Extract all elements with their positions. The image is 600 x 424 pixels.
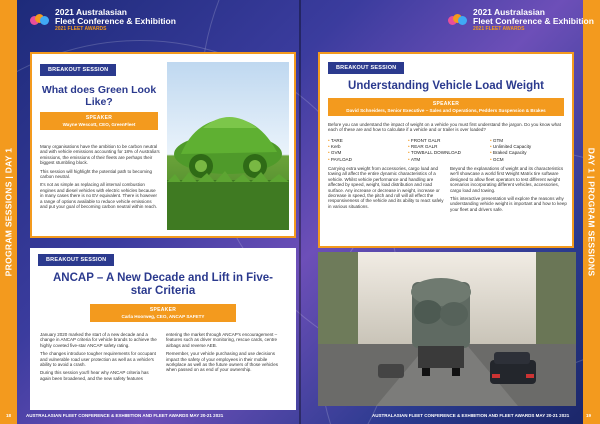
- left-sidebar-label: PROGRAM SESSIONS | DAY 1: [3, 147, 14, 277]
- conference-logo-icon: [30, 14, 50, 26]
- session-body: [40, 144, 160, 212]
- speaker-name: Carla Hoorweg, CEO, ANCAP SAFETY: [121, 314, 205, 319]
- body-paragraph: During this session you'll hear why ANCAP criteria has again been broadened, and the new safety features: [40, 370, 149, 381]
- list-item: • Kerb: [328, 144, 404, 150]
- list-item: • TOWBALL DOWNLOAD: [408, 150, 488, 156]
- session-tag: BREAKOUT SESSION: [38, 254, 114, 266]
- overloaded-truck-photo: [318, 252, 576, 406]
- session-load-weight-panel: [318, 52, 574, 248]
- conference-logo-icon: [448, 14, 468, 26]
- speaker-box: [90, 304, 236, 322]
- speaker-box: [328, 98, 564, 116]
- conference-subline: 2021 FLEET AWARDS: [55, 26, 107, 32]
- terms-list-col1: [328, 138, 404, 163]
- speaker-label: SPEAKER: [149, 307, 177, 313]
- session-title: What does Green Look Like?: [41, 84, 157, 109]
- page-gutter: [299, 0, 301, 424]
- body-paragraph: entering the market through ANCAP's encouragement – features such as driver monitoring, rescue cards, centre airbags and reverse AEB.: [166, 332, 278, 348]
- body-paragraph: January 2020 marked the start of a new decade and a change in ANCAP criteria for vehicle brands to achieve the highly coveted five-star ANCAP safety rating.: [40, 332, 157, 348]
- list-item: • FRONT GALR: [408, 138, 488, 144]
- session-body-col2: [166, 332, 286, 376]
- body-paragraph: Beyond the explanations of weight and its characteristics we'll showcase a world first Weight Matrix tire software designed to allow fleet operators to test different weight scenarios incorporating different vehicles, accessories, cargo load and towing.: [450, 166, 564, 193]
- road-traffic-illustration: [318, 252, 576, 406]
- conference-title-line2: Fleet Conference & Exhibition: [473, 16, 594, 26]
- green-car-image: [167, 62, 289, 230]
- list-item: • PAYLOAD: [328, 157, 404, 163]
- list-item: • Braked Capacity: [490, 150, 568, 156]
- right-page-number: 19: [586, 413, 592, 418]
- speaker-label: SPEAKER: [432, 101, 460, 107]
- speaker-label: SPEAKER: [85, 115, 113, 121]
- right-page-header: [448, 8, 594, 32]
- terms-list-col3: [490, 138, 568, 163]
- session-tag: BREAKOUT SESSION: [40, 64, 116, 76]
- list-item: • Unlimited Capacity: [490, 144, 568, 150]
- session-title: ANCAP – A New Decade and Lift in Five-star Criteria: [52, 272, 274, 298]
- conference-title-line1: 2021 Australasian: [473, 7, 545, 17]
- body-paragraph: It's not as simple as replacing all internal combustion engines and diesel vehicles with electric vehicles because in many cases there is no EV equivalent. There is however a range of options available to reduce vehicle emissions and put your goal of becoming carbon neutral within reach.: [40, 182, 158, 210]
- right-sidebar-label: DAY 1 | PROGRAM SESSIONS: [586, 147, 597, 277]
- left-page-header: [30, 8, 176, 32]
- body-paragraph: Remember, your vehicle purchasing and use decisions impact the safety of your employees in their mobile workplace as well as the future owners of those vehicles when passed on as end of your ownership.: [166, 351, 279, 373]
- left-footer-text: AUSTRALASIAN FLEET CONFERENCE & EXHIBITION AND FLEET AWARDS MAY 20-21 2021: [26, 413, 224, 418]
- list-item: • TARE: [328, 138, 404, 144]
- session-title: Understanding Vehicle Load Weight: [348, 80, 544, 92]
- conference-title-line1: 2021 Australasian: [55, 7, 127, 17]
- conference-title-line2: Fleet Conference & Exhibition: [55, 16, 176, 26]
- list-item: • GVM: [328, 150, 404, 156]
- terms-list-col2: [408, 138, 488, 163]
- right-section-sidebar: [583, 0, 600, 424]
- right-footer-text: AUSTRALASIAN FLEET CONFERENCE & EXHIBITION AND FLEET AWARDS MAY 20-21 2021: [372, 413, 570, 418]
- session-tag: BREAKOUT SESSION: [328, 62, 404, 74]
- body-paragraph: This session will highlight the potential path to becoming carbon neutral.: [40, 168, 153, 180]
- body-paragraph: Many organisations have the ambition to be carbon neutral and with vehicle emissions accounting for 18% of Australia's emissions, the emissions of their fleets are perhaps their biggest stumbling block.: [40, 144, 160, 166]
- conference-subline: 2021 FLEET AWARDS: [473, 26, 525, 32]
- list-item: • GCM: [490, 157, 568, 163]
- speaker-name: Wayne Wescott, CEO, GreenFleet: [62, 122, 136, 127]
- body-paragraph: Carrying extra weight from accessories, cargo load and towing all affect the entire dynamic characteristics of a vehicle. Whilst vehicle performance and handling are affected by speed, weight, load distribution and road surface. Any increase or decrease in weight, increase or decrease in speed, the pitch and roll will all effect the responsiveness of the vehicle and its ability to react safely in various situations.: [328, 166, 444, 209]
- session-ancap-panel: [30, 248, 296, 410]
- left-page-number: 18: [6, 413, 12, 418]
- list-item: • GTM: [490, 138, 568, 144]
- speaker-box: [40, 112, 158, 130]
- speaker-name: David Schneiders, Senior Executive – Sales and Operations, Pedders Suspension & Brakes: [346, 108, 546, 113]
- session-body-col2: [450, 166, 568, 215]
- body-paragraph: The changes introduce tougher requirements for occupant and vulnerable road user protection as well as a vehicle's ability to avoid a crash.: [40, 351, 156, 368]
- session-intro: Before you can understand the impact of weight on a vehicle you must first understand the jargon. Do you know what each of these are and how to calculate if a vehicle and or trailer is over loaded?: [328, 122, 561, 133]
- body-paragraph: This interactive presentation will explore the reasons why understanding vehicle weight is important and how to keep your fleet and drivers safe.: [450, 196, 567, 212]
- list-item: • REAR GALR: [408, 144, 488, 150]
- grass-car-illustration: [167, 62, 289, 230]
- session-body-col1: [328, 166, 444, 212]
- list-item: • ATM: [408, 157, 488, 163]
- session-body-col1: [40, 332, 160, 384]
- left-section-sidebar: [0, 0, 17, 424]
- session-green-panel: [30, 52, 296, 238]
